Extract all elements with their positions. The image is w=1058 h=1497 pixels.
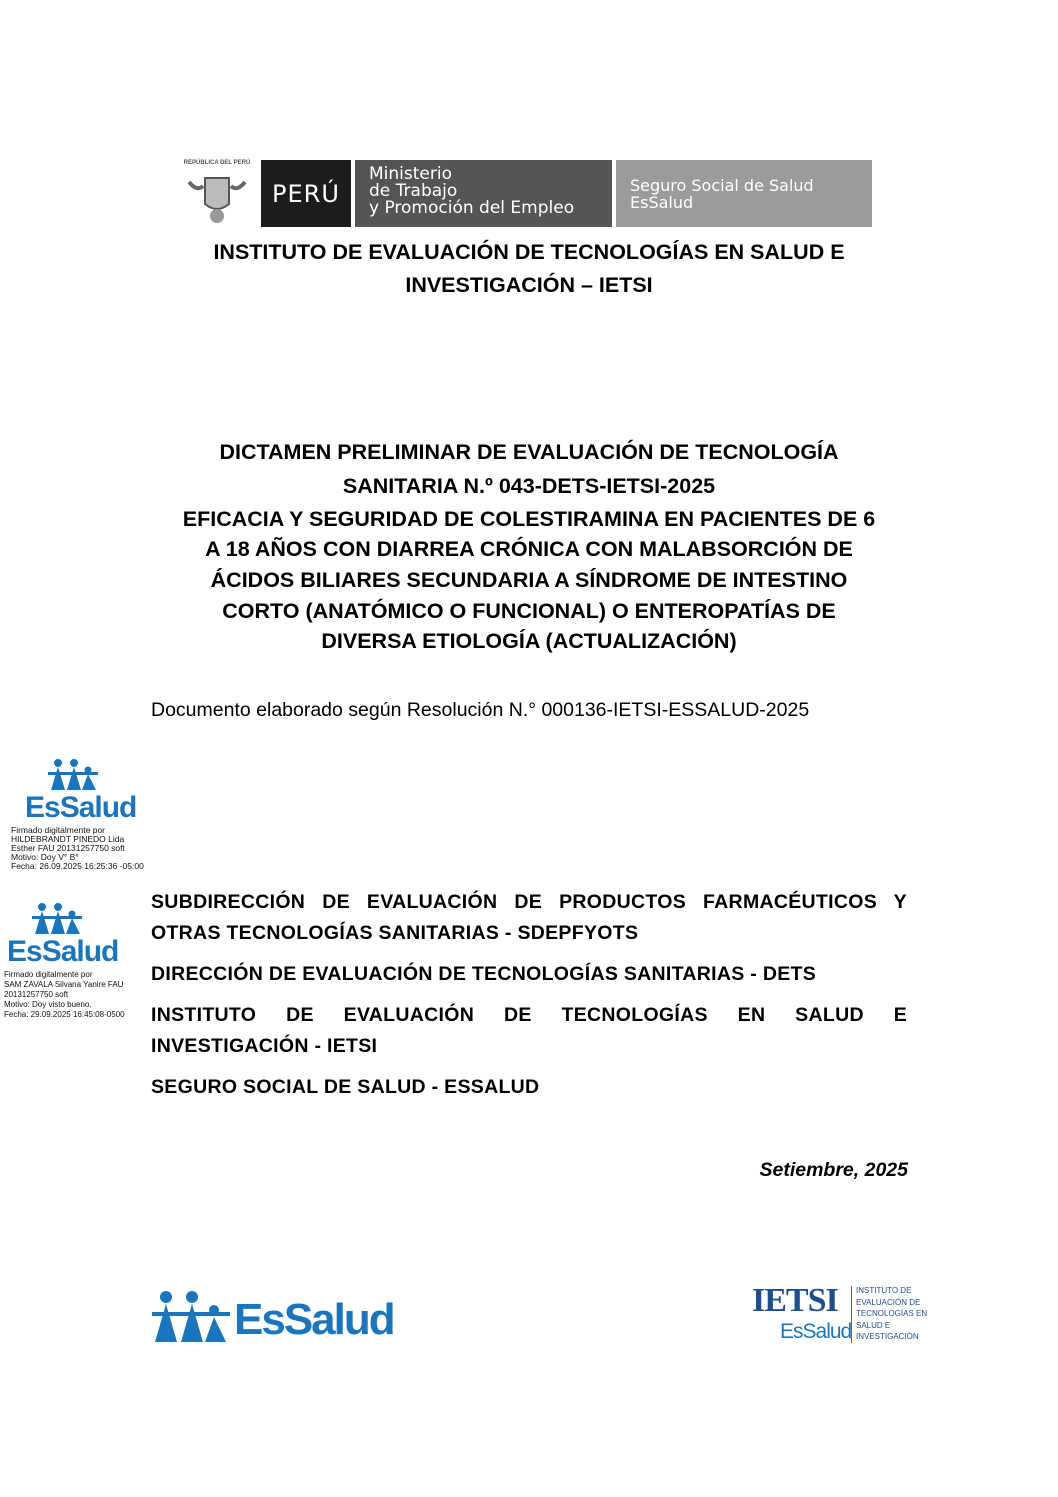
ministerio-logo: [355, 160, 612, 227]
essalud-signature-logo: EsSalud: [25, 791, 137, 824]
instituto-line: INVESTIGACIÓN - IETSI: [151, 1035, 378, 1057]
ministerio-line: y Promoción del Empleo: [369, 198, 575, 218]
ministerio-line: de Trabajo: [369, 181, 458, 201]
signature-line: Motivo: Doy V° B°: [11, 852, 79, 862]
coat-of-arms-text: REPÚBLICA DEL PERÚ: [183, 160, 251, 166]
dictamen-title-line: DIVERSA ETIOLOGÍA (ACTUALIZACIÓN): [321, 629, 737, 653]
institute-title-line: INSTITUTO DE EVALUACIÓN DE TECNOLOGÍAS EN SALUD E: [213, 240, 845, 264]
seguro-line: EsSalud: [630, 193, 694, 212]
resolution-text: Documento elaborado según Resolución N.° 000136-IETSI-ESSALUD-2025: [151, 699, 810, 721]
ministerio-line: Ministerio: [369, 164, 452, 184]
ietsi-logo-divider: [851, 1286, 852, 1343]
document-date: Setiembre, 2025: [759, 1159, 908, 1181]
ietsi-side-line: INVESTIGACIÓN: [856, 1332, 919, 1341]
essalud-signature-logo: EsSalud: [7, 935, 119, 968]
ietsi-side-line: EVALUACIÓN DE: [856, 1297, 921, 1307]
seguro-line: Seguro Social de Salud: [630, 176, 814, 195]
dictamen-title-line: CORTO (ANATÓMICO O FUNCIONAL) O ENTEROPATÍAS DE: [222, 599, 836, 623]
dictamen-title-line: ÁCIDOS BILIARES SECUNDARIA A SÍNDROME DE INTESTINO: [210, 568, 848, 592]
peru-logo: PERÚ: [261, 160, 351, 227]
direccion-text: DIRECCIÓN DE EVALUACIÓN DE TECNOLOGÍAS SANITARIAS - DETS: [151, 963, 817, 985]
signature-line: SAM ZAVALA Silvana Yanire FAU: [4, 980, 124, 989]
ietsi-logo: [752, 1283, 928, 1345]
essalud-header-logo: [616, 160, 872, 227]
subdireccion-line: OTRAS TECNOLOGÍAS SANITARIAS - SDEPFYOTS: [151, 922, 639, 944]
instituto-line: INSTITUTO DE EVALUACIÓN DE TECNOLOGÍAS EN SALUD E: [151, 1004, 907, 1026]
dictamen-title-line: SANITARIA N.º 043-DETS-IETSI-2025: [342, 474, 716, 498]
signature-line: Fecha: 29.09.2025 16:45:08-0500: [4, 1010, 125, 1019]
essalud-family-icon: [30, 902, 86, 936]
essalud-footer-logo: EsSalud: [234, 1295, 394, 1344]
essalud-family-icon: [46, 758, 102, 792]
signature-line: Motivo: Doy visto bueno.: [4, 1000, 92, 1009]
ietsi-logo-sub: EsSalud: [780, 1320, 852, 1343]
signature-line: Firmado digitalmente por: [4, 970, 93, 979]
ietsi-side-line: INSTITUTO DE: [856, 1286, 912, 1295]
ietsi-logo-side: [856, 1285, 927, 1343]
subdireccion-line: SUBDIRECCIÓN DE EVALUACIÓN DE PRODUCTOS FARMACÉUTICOS Y: [151, 891, 907, 913]
ietsi-logo-main: IETSI: [752, 1283, 838, 1319]
signature-line: 20131257750 soft: [4, 990, 69, 999]
dictamen-title-line: DICTAMEN PRELIMINAR DE EVALUACIÓN DE TECNOLOGÍA: [219, 440, 839, 464]
signature-block: [11, 826, 144, 871]
signature-line: Fecha: 26.09.2025 16:25:36 -05:00: [11, 861, 144, 871]
signature-block: [4, 970, 125, 1020]
dictamen-title-line: EFICACIA Y SEGURIDAD DE COLESTIRAMINA EN PACIENTES DE 6: [182, 507, 876, 531]
seguro-text: SEGURO SOCIAL DE SALUD - ESSALUD: [151, 1076, 540, 1098]
signature-line: Esther FAU 20131257750 soft: [11, 843, 125, 853]
institute-title-line: INVESTIGACIÓN – IETSI: [405, 273, 653, 297]
ietsi-side-line: TECNOLOGÍAS EN: [856, 1309, 928, 1318]
coat-of-arms-icon: [183, 168, 250, 227]
signature-line: Firmado digitalmente por: [11, 825, 106, 835]
dictamen-title-line: A 18 AÑOS CON DIARREA CRÓNICA CON MALABSORCIÓN DE: [205, 537, 853, 561]
essalud-family-icon: [150, 1290, 232, 1344]
ietsi-side-line: SALUD E: [856, 1320, 891, 1330]
signature-line: HILDEBRANDT PINEDO Lida: [11, 834, 125, 844]
